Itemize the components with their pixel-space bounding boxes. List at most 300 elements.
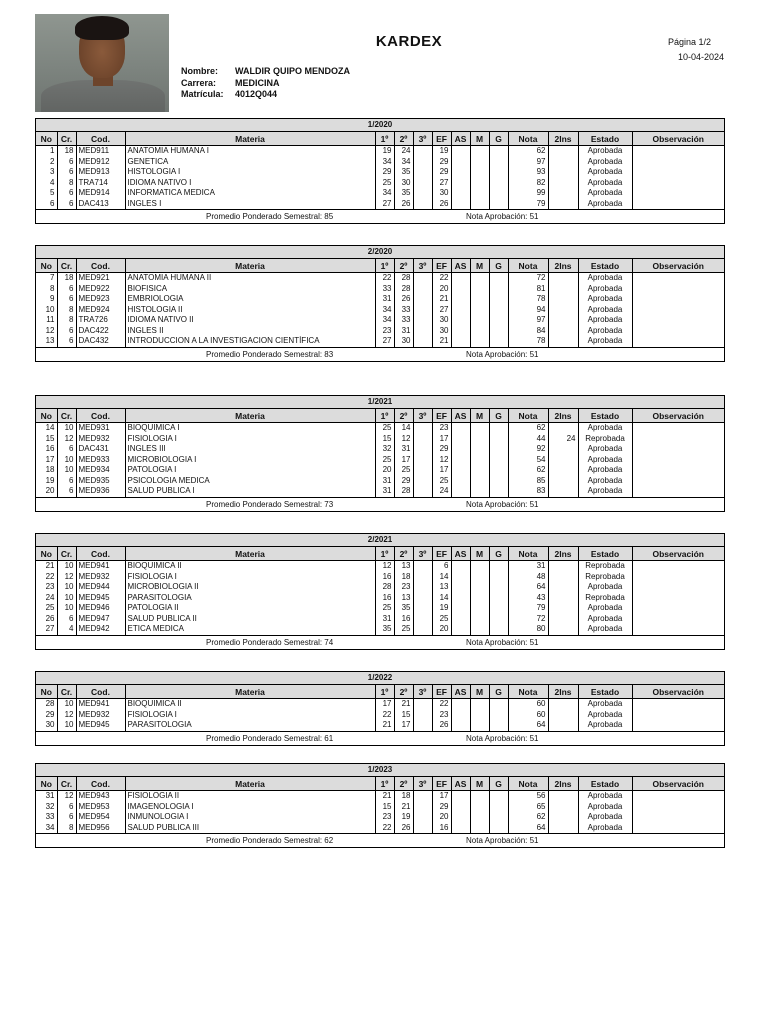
table-cell: MED945 xyxy=(76,593,125,604)
table-cell: 29 xyxy=(375,167,394,178)
table-cell: 13 xyxy=(432,582,451,593)
table-cell xyxy=(548,465,578,476)
column-header: No xyxy=(36,777,57,791)
table-cell xyxy=(451,444,470,455)
table-cell: 32 xyxy=(36,802,57,813)
table-cell xyxy=(632,273,724,284)
grades-table xyxy=(36,259,724,347)
table-cell: 2 xyxy=(36,157,57,168)
table-cell: 24 xyxy=(36,593,57,604)
table-cell xyxy=(489,582,508,593)
table-cell: 32 xyxy=(375,444,394,455)
column-header: Estado xyxy=(578,685,632,699)
table-cell xyxy=(489,178,508,189)
table-cell xyxy=(413,823,432,834)
table-cell: 10 xyxy=(57,465,76,476)
table-cell xyxy=(632,486,724,497)
table-cell xyxy=(451,146,470,157)
column-header: EF xyxy=(432,132,451,146)
table-cell: MED945 xyxy=(76,720,125,731)
column-header: EF xyxy=(432,409,451,423)
table-cell: 35 xyxy=(375,624,394,635)
table-cell: 33 xyxy=(375,284,394,295)
table-cell: 92 xyxy=(508,444,548,455)
table-cell: 30 xyxy=(432,188,451,199)
table-cell: 22 xyxy=(36,572,57,583)
table-cell xyxy=(470,157,489,168)
table-cell: EMBRIOLOGIA xyxy=(125,294,375,305)
passing-grade: Nota Aprobación: 51 xyxy=(466,212,539,221)
table-cell xyxy=(548,326,578,337)
column-header: EF xyxy=(432,777,451,791)
table-cell: BIOQUIMICA I xyxy=(125,423,375,434)
table-cell: 10 xyxy=(57,582,76,593)
table-cell: 62 xyxy=(508,146,548,157)
table-cell xyxy=(451,326,470,337)
table-cell: Aprobada xyxy=(578,791,632,802)
column-header: M xyxy=(470,259,489,273)
table-cell: 10 xyxy=(57,593,76,604)
table-cell xyxy=(548,812,578,823)
weighted-average: Promedio Ponderado Semestral: 61 xyxy=(206,733,334,743)
table-cell xyxy=(489,699,508,710)
table-cell: SALUD PUBLICA II xyxy=(125,614,375,625)
table-cell: 28 xyxy=(394,273,413,284)
column-header: Materia xyxy=(125,409,375,423)
column-header: 1º xyxy=(375,132,394,146)
table-cell xyxy=(413,572,432,583)
column-header: No xyxy=(36,259,57,273)
table-cell xyxy=(451,823,470,834)
table-cell xyxy=(413,146,432,157)
table-cell xyxy=(548,614,578,625)
table-cell: 80 xyxy=(508,624,548,635)
table-cell: SALUD PUBLICA III xyxy=(125,823,375,834)
table-cell: 25 xyxy=(394,624,413,635)
passing-grade: Nota Aprobación: 51 xyxy=(466,637,539,647)
table-cell xyxy=(632,699,724,710)
table-cell: Aprobada xyxy=(578,444,632,455)
table-cell: Aprobada xyxy=(578,284,632,295)
table-cell xyxy=(489,284,508,295)
table-cell: 22 xyxy=(375,273,394,284)
table-cell xyxy=(548,146,578,157)
table-cell xyxy=(489,188,508,199)
table-cell: 5 xyxy=(36,188,57,199)
semester-period: 1/2020 xyxy=(36,119,724,132)
table-cell xyxy=(451,561,470,572)
table-cell: MED934 xyxy=(76,465,125,476)
table-cell xyxy=(451,178,470,189)
table-cell: MICROBIOLOGIA II xyxy=(125,582,375,593)
table-cell: Aprobada xyxy=(578,146,632,157)
table-cell xyxy=(548,603,578,614)
table-cell: 27 xyxy=(375,199,394,210)
table-cell xyxy=(548,157,578,168)
table-cell: 17 xyxy=(432,465,451,476)
table-cell: 26 xyxy=(394,294,413,305)
table-cell: 6 xyxy=(57,486,76,497)
table-cell: 97 xyxy=(508,157,548,168)
table-cell: 83 xyxy=(508,486,548,497)
table-cell xyxy=(413,305,432,316)
table-cell xyxy=(413,812,432,823)
table-cell: 17 xyxy=(375,699,394,710)
table-cell xyxy=(632,624,724,635)
page-title: KARDEX xyxy=(375,33,443,50)
table-cell: Aprobada xyxy=(578,614,632,625)
column-header: Nota xyxy=(508,409,548,423)
table-cell xyxy=(470,188,489,199)
column-header: Nota xyxy=(508,685,548,699)
column-header: Materia xyxy=(125,685,375,699)
table-cell: Aprobada xyxy=(578,326,632,337)
table-cell: 30 xyxy=(36,720,57,731)
table-cell: 93 xyxy=(508,167,548,178)
table-cell xyxy=(548,699,578,710)
table-cell: 12 xyxy=(57,710,76,721)
table-cell: 29 xyxy=(432,444,451,455)
table-cell xyxy=(548,561,578,572)
table-cell: HISTOLOGIA I xyxy=(125,167,375,178)
column-header: 2º xyxy=(394,777,413,791)
table-row xyxy=(36,823,724,834)
weighted-average: Promedio Ponderado Semestral: 73 xyxy=(206,499,334,509)
table-cell xyxy=(489,423,508,434)
table-cell xyxy=(470,572,489,583)
table-cell xyxy=(413,167,432,178)
weighted-average: Promedio Ponderado Semestral: 85 xyxy=(206,212,334,221)
table-cell: 33 xyxy=(394,315,413,326)
table-cell xyxy=(489,336,508,347)
column-header: 3º xyxy=(413,547,432,561)
table-cell xyxy=(548,188,578,199)
table-cell: 25 xyxy=(375,603,394,614)
semester-block xyxy=(35,533,725,650)
table-cell: Aprobada xyxy=(578,294,632,305)
column-header: AS xyxy=(451,132,470,146)
table-cell: Aprobada xyxy=(578,178,632,189)
table-cell xyxy=(451,294,470,305)
table-cell: 79 xyxy=(508,603,548,614)
table-cell xyxy=(413,582,432,593)
table-cell: 13 xyxy=(394,561,413,572)
table-cell xyxy=(451,305,470,316)
table-cell: 29 xyxy=(432,167,451,178)
table-cell: 16 xyxy=(375,572,394,583)
table-cell: 19 xyxy=(375,146,394,157)
table-cell xyxy=(548,582,578,593)
table-cell xyxy=(548,791,578,802)
table-cell xyxy=(489,710,508,721)
table-cell: Aprobada xyxy=(578,157,632,168)
table-cell xyxy=(489,315,508,326)
table-cell xyxy=(489,199,508,210)
table-cell: MED923 xyxy=(76,294,125,305)
table-cell: 23 xyxy=(36,582,57,593)
table-cell xyxy=(470,273,489,284)
table-cell: 25 xyxy=(36,603,57,614)
table-cell: 27 xyxy=(36,624,57,635)
column-header: 2Ins xyxy=(548,547,578,561)
table-cell: 44 xyxy=(508,434,548,445)
table-cell xyxy=(489,434,508,445)
table-cell: 19 xyxy=(394,812,413,823)
table-cell: MED921 xyxy=(76,273,125,284)
table-row xyxy=(36,188,724,199)
table-cell xyxy=(413,603,432,614)
table-row xyxy=(36,699,724,710)
column-header: Nota xyxy=(508,777,548,791)
table-cell: FISIOLOGIA I xyxy=(125,572,375,583)
table-cell: 33 xyxy=(36,812,57,823)
table-cell: 25 xyxy=(432,476,451,487)
table-cell xyxy=(548,444,578,455)
column-header: No xyxy=(36,685,57,699)
table-row xyxy=(36,273,724,284)
table-cell xyxy=(632,326,724,337)
table-cell xyxy=(632,199,724,210)
table-cell: INTRODUCCION A LA INVESTIGACION CIENTÍFICA xyxy=(125,336,375,347)
table-cell xyxy=(632,802,724,813)
table-cell xyxy=(489,614,508,625)
table-cell xyxy=(489,465,508,476)
table-cell: 6 xyxy=(57,476,76,487)
table-cell: 28 xyxy=(375,582,394,593)
table-cell xyxy=(451,476,470,487)
table-row xyxy=(36,791,724,802)
table-cell xyxy=(413,434,432,445)
table-cell xyxy=(470,305,489,316)
table-cell xyxy=(413,423,432,434)
table-cell xyxy=(470,593,489,604)
table-cell: 34 xyxy=(375,315,394,326)
table-cell: 33 xyxy=(394,305,413,316)
table-cell: 4 xyxy=(57,624,76,635)
table-cell: 15 xyxy=(394,710,413,721)
table-cell: 24 xyxy=(394,146,413,157)
table-cell xyxy=(413,710,432,721)
table-cell: Aprobada xyxy=(578,305,632,316)
table-cell: 12 xyxy=(394,434,413,445)
table-cell: 6 xyxy=(57,812,76,823)
table-cell: 30 xyxy=(394,336,413,347)
column-header: 2º xyxy=(394,547,413,561)
table-cell xyxy=(470,802,489,813)
table-row xyxy=(36,802,724,813)
table-cell xyxy=(413,336,432,347)
table-cell xyxy=(470,465,489,476)
table-cell xyxy=(632,572,724,583)
table-cell: PATOLOGIA I xyxy=(125,465,375,476)
table-cell: Aprobada xyxy=(578,812,632,823)
table-cell: 65 xyxy=(508,802,548,813)
table-cell: 16 xyxy=(432,823,451,834)
table-cell xyxy=(413,465,432,476)
column-header: Cr. xyxy=(57,259,76,273)
table-cell: 19 xyxy=(432,603,451,614)
table-cell xyxy=(451,315,470,326)
table-cell: MED946 xyxy=(76,603,125,614)
table-row xyxy=(36,423,724,434)
column-header: M xyxy=(470,409,489,423)
table-cell xyxy=(470,614,489,625)
grades-table xyxy=(36,547,724,635)
table-cell: 31 xyxy=(375,614,394,625)
table-cell: DAC432 xyxy=(76,336,125,347)
column-header: 2Ins xyxy=(548,409,578,423)
semester-block xyxy=(35,245,725,362)
table-cell xyxy=(548,167,578,178)
table-cell: ETICA MEDICA xyxy=(125,624,375,635)
student-photo xyxy=(35,14,169,112)
table-cell: 6 xyxy=(57,188,76,199)
table-cell: 26 xyxy=(432,199,451,210)
table-cell xyxy=(489,561,508,572)
column-header: 1º xyxy=(375,259,394,273)
table-cell: BIOQUIMICA II xyxy=(125,699,375,710)
table-cell: Aprobada xyxy=(578,336,632,347)
table-cell xyxy=(470,582,489,593)
column-header: Observación xyxy=(632,259,724,273)
column-header: No xyxy=(36,547,57,561)
table-cell: Aprobada xyxy=(578,455,632,466)
table-cell xyxy=(632,305,724,316)
table-cell: 23 xyxy=(375,812,394,823)
table-cell: 60 xyxy=(508,699,548,710)
table-cell xyxy=(489,326,508,337)
table-cell xyxy=(489,802,508,813)
table-cell: 12 xyxy=(375,561,394,572)
table-row xyxy=(36,199,724,210)
table-cell xyxy=(632,561,724,572)
semester-period: 2/2020 xyxy=(36,246,724,259)
table-cell: 16 xyxy=(375,593,394,604)
column-header: M xyxy=(470,777,489,791)
table-cell xyxy=(413,614,432,625)
table-cell xyxy=(470,294,489,305)
table-cell xyxy=(470,146,489,157)
passing-grade: Nota Aprobación: 51 xyxy=(466,349,539,359)
table-cell xyxy=(413,199,432,210)
column-header: Cod. xyxy=(76,547,125,561)
table-cell xyxy=(413,561,432,572)
table-cell: ANATOMIA HUMANA I xyxy=(125,146,375,157)
table-cell: 64 xyxy=(508,823,548,834)
column-header: 2Ins xyxy=(548,132,578,146)
table-cell xyxy=(489,486,508,497)
table-cell xyxy=(632,434,724,445)
column-header: Cod. xyxy=(76,259,125,273)
table-cell xyxy=(413,624,432,635)
table-cell xyxy=(413,720,432,731)
table-cell: 26 xyxy=(394,823,413,834)
table-cell: 20 xyxy=(36,486,57,497)
table-cell: 28 xyxy=(394,486,413,497)
table-cell: 24 xyxy=(548,434,578,445)
table-cell: 29 xyxy=(432,157,451,168)
table-cell: 79 xyxy=(508,199,548,210)
table-row xyxy=(36,157,724,168)
column-header: EF xyxy=(432,259,451,273)
table-cell: 72 xyxy=(508,614,548,625)
table-cell: MED924 xyxy=(76,305,125,316)
table-row xyxy=(36,561,724,572)
table-cell: 16 xyxy=(36,444,57,455)
table-cell: Aprobada xyxy=(578,199,632,210)
table-cell: 6 xyxy=(57,614,76,625)
passing-grade: Nota Aprobación: 51 xyxy=(466,733,539,743)
table-cell: 14 xyxy=(432,572,451,583)
column-header: 1º xyxy=(375,547,394,561)
table-cell: 35 xyxy=(394,167,413,178)
table-cell: MICROBIOLOGIA I xyxy=(125,455,375,466)
table-cell xyxy=(489,572,508,583)
semester-summary xyxy=(36,209,724,223)
table-cell xyxy=(632,167,724,178)
table-cell: 26 xyxy=(432,720,451,731)
table-cell: 13 xyxy=(394,593,413,604)
column-header: G xyxy=(489,132,508,146)
table-cell: 18 xyxy=(57,273,76,284)
table-cell xyxy=(632,720,724,731)
table-cell xyxy=(489,624,508,635)
table-cell xyxy=(489,603,508,614)
semester-block xyxy=(35,395,725,512)
table-cell xyxy=(548,455,578,466)
table-cell: 25 xyxy=(375,178,394,189)
table-cell: 62 xyxy=(508,423,548,434)
table-cell xyxy=(451,720,470,731)
table-cell xyxy=(413,326,432,337)
table-cell xyxy=(451,423,470,434)
column-header: Cod. xyxy=(76,685,125,699)
table-cell: 21 xyxy=(432,336,451,347)
table-cell: 21 xyxy=(432,294,451,305)
table-row xyxy=(36,455,724,466)
table-cell: Aprobada xyxy=(578,273,632,284)
column-header: G xyxy=(489,259,508,273)
table-row xyxy=(36,167,724,178)
column-header: Materia xyxy=(125,132,375,146)
column-header: No xyxy=(36,132,57,146)
table-cell xyxy=(413,157,432,168)
table-cell: MED932 xyxy=(76,710,125,721)
table-cell xyxy=(489,720,508,731)
column-header: M xyxy=(470,547,489,561)
table-cell xyxy=(548,710,578,721)
table-cell xyxy=(451,710,470,721)
column-header: 2Ins xyxy=(548,777,578,791)
table-cell: 34 xyxy=(36,823,57,834)
table-cell: 27 xyxy=(375,336,394,347)
table-cell: 62 xyxy=(508,812,548,823)
student-info xyxy=(181,66,350,101)
table-cell: 1 xyxy=(36,146,57,157)
table-cell: PARASITOLOGIA xyxy=(125,593,375,604)
table-cell: 15 xyxy=(36,434,57,445)
table-cell: 14 xyxy=(36,423,57,434)
table-cell xyxy=(470,791,489,802)
table-cell xyxy=(413,444,432,455)
table-cell: 78 xyxy=(508,336,548,347)
semester-block xyxy=(35,671,725,746)
table-cell: 17 xyxy=(394,455,413,466)
table-cell xyxy=(548,294,578,305)
table-cell: 12 xyxy=(36,326,57,337)
table-cell xyxy=(548,624,578,635)
table-cell xyxy=(451,572,470,583)
